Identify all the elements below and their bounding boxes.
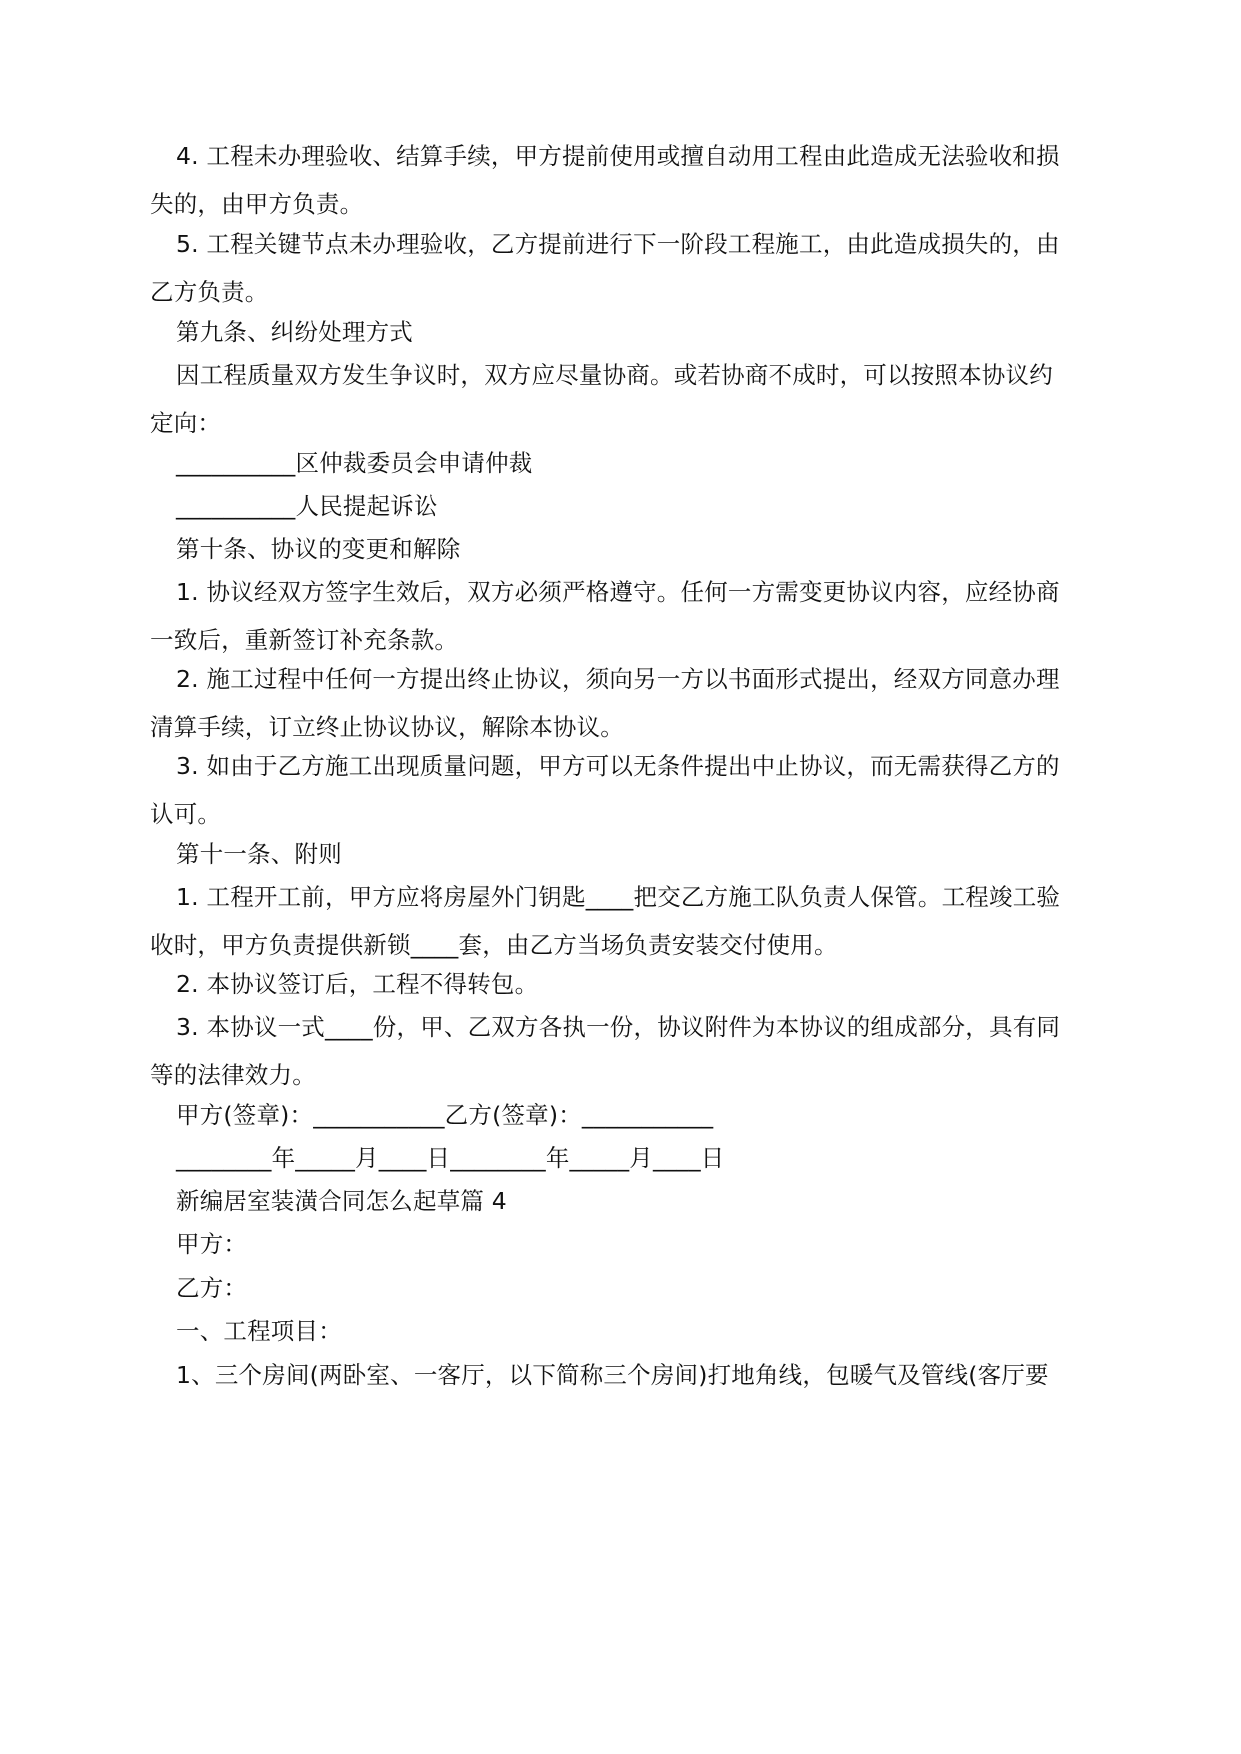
text-line: 乙方负责。 — [150, 278, 269, 306]
text-line: 第十条、协议的变更和解除 — [176, 535, 461, 563]
paragraph-appendix-2 — [150, 960, 1090, 1008]
text-line: 认可。 — [150, 800, 222, 828]
paragraph-appendix-1 — [150, 873, 1090, 969]
text-line: 1. 协议经双方签字生效后，双方必须严格遵守。任何一方需变更协议内容，应经协商 — [176, 578, 1060, 606]
text-line: 3. 如由于乙方施工出现质量问题，甲方可以无条件提出中止协议，而无需获得乙方的 — [176, 752, 1060, 780]
signature-line — [150, 1091, 1090, 1139]
text-line: 1. 工程开工前，甲方应将房屋外门钥匙____把交乙方施工队负责人保管。工程竣工验 — [176, 883, 1061, 911]
text-line: 定向： — [150, 409, 222, 437]
text-line: 一、工程项目： — [176, 1317, 342, 1345]
paragraph-change-3 — [150, 742, 1090, 838]
text-line: 等的法律效力。 — [150, 1061, 316, 1089]
paragraph-clause-5 — [150, 220, 1090, 316]
section-heading-project — [150, 1307, 1090, 1355]
text-line: ________年_____月____日________年_____月____日 — [176, 1144, 725, 1172]
text-line: 因工程质量双方发生争议时，双方应尽量协商。或若协商不成时，可以按照本协议约 — [176, 361, 1053, 389]
text-line: 第九条、纠纷处理方式 — [176, 318, 413, 346]
party-a-label — [150, 1220, 1090, 1268]
text-line: 乙方： — [176, 1274, 248, 1302]
text-line: 2. 本协议签订后，工程不得转包。 — [176, 970, 539, 998]
section-heading-article-11 — [150, 830, 1090, 878]
text-line: 新编居室装潢合同怎么起草篇 4 — [176, 1187, 507, 1215]
text-line: 甲方(签章)：___________乙方(签章)：___________ — [176, 1101, 714, 1129]
paragraph-change-2 — [150, 655, 1090, 751]
text-line: 3. 本协议一式____份，甲、乙双方各执一份，协议附件为本协议的组成部分，具有同 — [176, 1013, 1061, 1041]
section-title-part-4 — [150, 1177, 1090, 1225]
text-line: __________人民提起诉讼 — [176, 492, 438, 520]
text-line: 4. 工程未办理验收、结算手续，甲方提前使用或擅自动用工程由此造成无法验收和损 — [176, 142, 1060, 170]
text-line: 第十一条、附则 — [176, 840, 342, 868]
paragraph-project-1 — [150, 1351, 1090, 1399]
paragraph-lawsuit — [150, 482, 1090, 530]
text-line: 5. 工程关键节点未办理验收，乙方提前进行下一阶段工程施工，由此造成损失的，由 — [176, 230, 1060, 258]
paragraph-dispute — [150, 351, 1090, 447]
paragraph-clause-4 — [150, 132, 1090, 228]
paragraph-appendix-3 — [150, 1003, 1090, 1099]
text-line: 甲方： — [176, 1230, 248, 1258]
text-line: 一致后，重新签订补充条款。 — [150, 626, 459, 654]
paragraph-change-1 — [150, 568, 1090, 664]
date-line — [150, 1134, 1090, 1182]
text-line: 收时，甲方负责提供新锁____套，由乙方当场负责安装交付使用。 — [150, 931, 838, 959]
section-heading-article-10 — [150, 525, 1090, 573]
section-heading-article-9 — [150, 308, 1090, 356]
party-b-label — [150, 1264, 1090, 1312]
text-line: 1、三个房间(两卧室、一客厅，以下简称三个房间)打地角线，包暖气及管线(客厅要 — [176, 1361, 1049, 1389]
text-line: 清算手续，订立终止协议协议，解除本协议。 — [150, 713, 624, 741]
text-line: 失的，由甲方负责。 — [150, 190, 364, 218]
text-line: __________区仲裁委员会申请仲裁 — [176, 449, 533, 477]
text-line: 2. 施工过程中任何一方提出终止协议，须向另一方以书面形式提出，经双方同意办理 — [176, 665, 1060, 693]
paragraph-arbitration — [150, 439, 1090, 487]
